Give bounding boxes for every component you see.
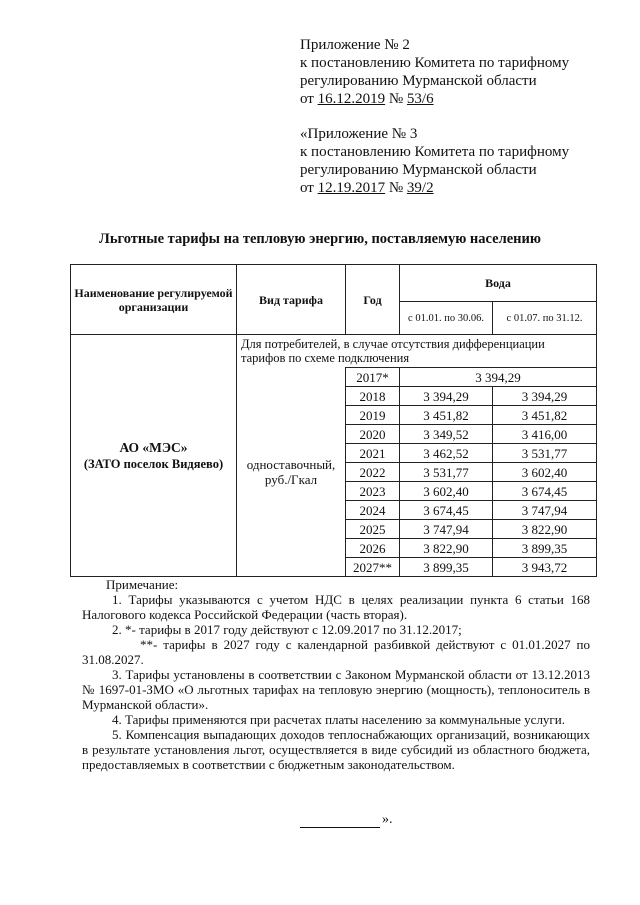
year-cell: 2026 (346, 539, 400, 558)
organization-name: АО «МЭС» (119, 439, 188, 455)
notes-heading: Примечание: (106, 577, 179, 592)
col-header-period-2: с 01.07. по 31.12. (493, 302, 597, 335)
appendix-line: к постановлению Комитета по тарифному (300, 55, 570, 71)
col-header-water: Вода (400, 265, 597, 302)
appendix-number: 39/2 (406, 180, 434, 196)
appendix-title: «Приложение № 3 (300, 126, 418, 142)
tariff-value: 3 602,40 (400, 482, 493, 501)
col-header-tariff-type: Вид тарифа (237, 265, 346, 335)
col-header-year: Год (346, 265, 400, 335)
note-item: **- тарифы в 2027 году с календарной разбивкой действуют с 01.01.2027 по 31.08.2027. (82, 637, 590, 667)
note-item: 1. Тарифы указываются с учетом НДС в целях реализации пункта 6 статьи 168 Налогового кодекса Российской Федерации (часть вторая). (82, 592, 590, 622)
organization-cell (71, 335, 237, 577)
tariff-value: 3 531,77 (400, 463, 493, 482)
tariff-value: 3 462,52 (400, 444, 493, 463)
appendix-header-current (300, 36, 569, 108)
year-cell: 2019 (346, 406, 400, 425)
note-item: 5. Компенсация выпадающих доходов теплоснабжающих организаций, возникающих в результате установления льгот, осуществляется в виде субсидий из областного бюджета, предоставляемых в соответствии с бюджетным законодательством. (82, 727, 590, 772)
tariff-type-cell: одноставочный, руб./Гкал (237, 368, 346, 577)
condition-text: Для потребителей, в случае отсутствия дифференциации тарифов по схеме подключения (237, 335, 597, 368)
tariff-value: 3 943,72 (493, 558, 597, 577)
tariff-value: 3 349,52 (400, 425, 493, 444)
notes-section (82, 577, 590, 772)
organization-location: (ЗАТО поселок Видяево) (83, 456, 224, 471)
year-cell: 2025 (346, 520, 400, 539)
tariff-value: 3 747,94 (493, 501, 597, 520)
signature-line (300, 815, 380, 828)
col-header-organization: Наименование регулируемой организации (71, 265, 237, 335)
appendix-line: регулированию Мурманской области (300, 162, 537, 178)
tariff-value: 3 822,90 (400, 539, 493, 558)
appendix-date: 12.19.2017 (317, 180, 386, 196)
col-header-period-1: с 01.01. по 30.06. (400, 302, 493, 335)
year-cell: 2024 (346, 501, 400, 520)
year-cell: 2018 (346, 387, 400, 406)
tariff-value: 3 394,29 (493, 387, 597, 406)
appendix-line: к постановлению Комитета по тарифному (300, 144, 570, 160)
tariff-value: 3 674,45 (493, 482, 597, 501)
tariff-value: 3 899,35 (493, 539, 597, 558)
tariff-value: 3 394,29 (400, 387, 493, 406)
tariff-value: 3 674,45 (400, 501, 493, 520)
tariff-value: 3 822,90 (493, 520, 597, 539)
tariff-value-merged: 3 394,29 (400, 368, 597, 387)
tariff-table (70, 264, 597, 577)
closing-mark: ». (300, 812, 393, 828)
appendix-header-previous (300, 125, 569, 197)
year-cell: 2022 (346, 463, 400, 482)
document-title: Льготные тарифы на тепловую энергию, поставляемую населению (99, 231, 541, 247)
appendix-date-line: от 16.12.2019 № 53/6 (300, 91, 434, 107)
note-item: 2. *- тарифы в 2017 году действуют с 12.09.2017 по 31.12.2017; (112, 622, 462, 637)
tariff-value: 3 531,77 (493, 444, 597, 463)
tariff-value: 3 451,82 (493, 406, 597, 425)
appendix-title: Приложение № 2 (300, 37, 410, 53)
note-item: 4. Тарифы применяются при расчетах платы населению за коммунальные услуги. (112, 712, 565, 727)
tariff-value: 3 899,35 (400, 558, 493, 577)
appendix-date: 16.12.2019 (317, 91, 386, 107)
tariff-value: 3 451,82 (400, 406, 493, 425)
year-cell: 2027** (346, 558, 400, 577)
year-cell: 2017* (346, 368, 400, 387)
year-cell: 2021 (346, 444, 400, 463)
note-item: 3. Тарифы установлены в соответствии с Законом Мурманской области от 13.12.2013 № 1697-01-ЗМО «О льготных тарифах на тепловую энергию (мощность), теплоноситель в Мурманской области». (82, 667, 590, 712)
tariff-value: 3 416,00 (493, 425, 597, 444)
tariff-value: 3 747,94 (400, 520, 493, 539)
appendix-number: 53/6 (406, 91, 434, 107)
year-cell: 2020 (346, 425, 400, 444)
year-cell: 2023 (346, 482, 400, 501)
appendix-line: регулированию Мурманской области (300, 73, 537, 89)
tariff-value: 3 602,40 (493, 463, 597, 482)
appendix-date-line: от 12.19.2017 № 39/2 (300, 180, 434, 196)
